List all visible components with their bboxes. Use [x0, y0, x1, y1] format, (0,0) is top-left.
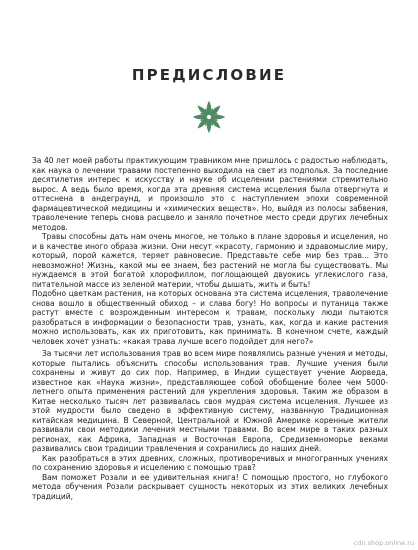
paragraph: Как разобраться в этих древних, сложных, противоречивых и многогранных учениях по сохранению здоровья и исцелению с помощью трав?	[32, 453, 388, 472]
green-leaf-rosette-icon	[191, 99, 227, 135]
paragraph: За 40 лет моей работы практикующим травником мне пришлось с радостью наблюдать, как наука о лечении травами постепенно выходила на свет из подполья. За последние десятилетия интерес к искусству и науке об исцелении растениями стремительно вырос. А ведь было время, когда эта древняя система исцеления была отвергнута и оттеснена в андеграунд, и произошло это с наступлением эпохи современной фармацевтической медицины и «химических веществ». Но, выйдя из полосы забвения, траволечение теперь снова расцвело и заняло почетное место среди других лечебных методов.	[32, 156, 388, 232]
page-title: ПРЕДИСЛОВИЕ	[131, 66, 287, 84]
paragraph: Травы способны дать нам очень многое, не только в плане здоровья и исцеления, но и в качестве иного образа жизни. Они несут «красоту, гармонию и здравомыслие миру, который, порой кажется, теряет равновесие. Представьте себе мир без трав... Это невозможно! Жизнь, какой мы ее знаем, без растений не могла бы существовать. Мы нуждаемся в этой богатой хлорофиллом, поглощающей двуокись углекислого газа, питательной массе из зеленой материи, чтобы дышать, жить и быть!	[32, 232, 388, 289]
paragraph: Вам поможет Розали и ее удивительная книга! С помощью простого, но глубокого метода обучения Розали раскрывает сущность некоторых из этих великих лечебных традиций,	[32, 472, 388, 501]
paragraph: Подобно цветкам растения, на которых основана эта система исцеления, траволечение снова вошло в общественный обиход – и слава богу! Но вопросы и путаница также растут вместе с возрожденным интересом к травам, поскольку люди пытаются разобраться в информации о безопасности трав, узнать, как, когда и какие растения можно использовать, как их приготовить, как принимать. В конечном счете, каждый человек хочет узнать: «какая трава лучше всего подойдет для него?»	[32, 289, 388, 346]
paragraph: За тысячи лет использования трав во всем мире появлялись разные учения и методы, которые пытались объяснить способы использования трав. Лучшие учения были сохранены и живут до сих пор. Например, в Индии существует учение Аюрведа, известное как «Наука жизни», представляющее собой обобщение более чем 5000-летнего опыта применения растений для укрепления здоровья. Таким же образом в Китае несколько тысяч лет развивалась своя мудрая система исцеления. Лучшее из этой мудрости было сведено в эффективную систему, названную Традиционная китайская медицина. В Северной, Центральной и Южной Америке коренные жители развивали свои методики лечения местными травами. Во всем мире в таких разных регионах, как Африка, Западная и Восточная Европа, Средиземноморье веками развивались свои традиции травлечения и сохранились до наших дней.	[32, 349, 388, 453]
watermark-text: cdn.shop.online.ru	[353, 539, 414, 547]
preface-body	[32, 156, 388, 501]
